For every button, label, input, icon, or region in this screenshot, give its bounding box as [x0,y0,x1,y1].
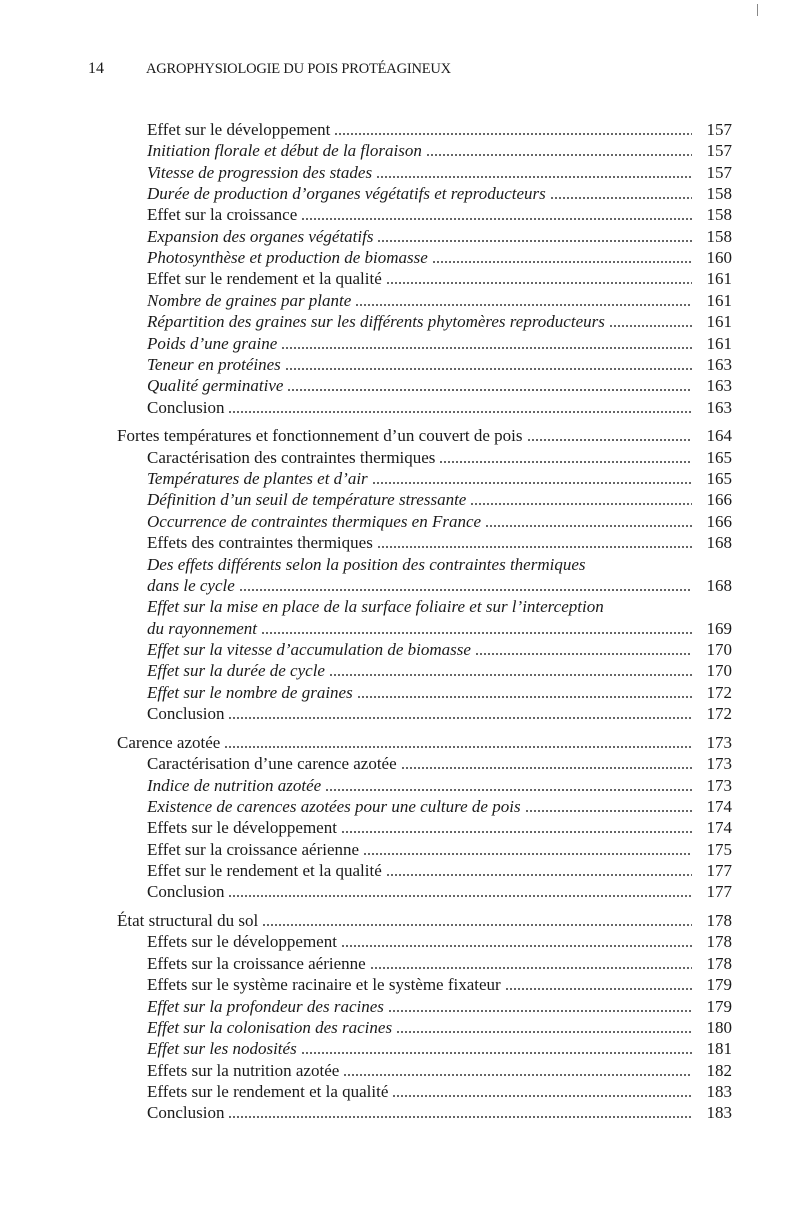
toc-entry-title: Effet sur les nodosités [147,1039,297,1059]
toc-entry[interactable] [147,974,732,995]
toc-entry-title: Occurrence de contraintes thermiques en France [147,511,482,531]
toc-entry-title: État structural du sol [117,911,259,931]
toc-entry[interactable] [147,354,732,375]
toc-entry[interactable] [147,931,732,952]
toc-entry-title: Qualité germinative [147,376,284,396]
toc-entry[interactable] [147,796,732,817]
toc-entry-page: 157 [706,120,732,139]
dot-leader [228,1116,692,1118]
toc-entry-page: 161 [706,312,732,332]
dot-leader [470,503,692,505]
toc-entry[interactable] [147,204,732,225]
toc-entry-page: 163 [706,397,732,417]
toc-entry-page: 158 [706,184,732,204]
toc-entry[interactable] [147,682,732,703]
toc-section-entry[interactable] [117,910,732,931]
toc-entry[interactable] [147,860,732,881]
toc-entry-title: Durée de production d’organes végétatifs et reproducteurs [147,184,546,204]
dot-leader [325,789,692,791]
toc-entry-title: Effet sur la croissance aérienne [147,839,360,859]
dot-leader [386,874,692,876]
dot-leader [485,525,692,527]
dot-leader [401,767,692,769]
toc-entry-page: 163 [706,354,732,374]
toc-entry-page: 158 [706,205,732,225]
toc-entry-title: Conclusion [147,397,225,417]
toc-entry-title: Vitesse de progression des stades [147,162,373,182]
toc-entry-title: Expansion des organes végétatifs [147,226,374,246]
dot-leader [262,924,692,926]
toc-entry-title: Teneur en protéines [147,354,281,374]
toc-entry-title: Effets sur la nutrition azotée [147,1060,340,1080]
dot-leader [527,439,692,441]
toc-entry-page: 183 [706,1103,732,1123]
dot-leader [343,1074,692,1076]
toc-entry-page: 169 [706,618,732,638]
toc-entry-title: Effet sur le nombre de graines [147,682,353,702]
toc-entry-title: Existence de carences azotées pour une culture de pois [147,796,521,816]
toc-entry-page: 160 [706,248,732,268]
toc-entry[interactable] [147,268,732,289]
dot-leader [392,1095,692,1097]
toc-entry-title: dans le cycle [147,575,235,595]
toc-entry-page: 168 [706,575,732,595]
toc-entry-page: 157 [706,162,732,182]
toc-entry-page: 158 [706,226,732,246]
toc-entry[interactable] [147,397,732,418]
toc-entry[interactable] [147,1081,732,1102]
toc-entry-page: 161 [706,290,732,310]
toc-entry-title: Effets sur le développement [147,818,337,838]
dot-leader [228,411,692,413]
toc-entry-page: 166 [706,490,732,510]
dot-leader [370,967,692,969]
toc-entry-page: 174 [706,796,732,816]
toc-entry[interactable] [147,775,732,796]
dot-leader [285,368,692,370]
dot-leader [287,389,692,391]
toc-entry-page: 173 [706,732,732,752]
dot-leader [239,589,692,591]
toc-entry[interactable] [147,468,732,489]
toc-entry[interactable] [147,953,732,974]
toc-entry[interactable] [147,333,732,354]
toc-entry[interactable] [147,532,732,553]
toc-entry-page: 172 [706,703,732,723]
toc-entry-text-line1: Effet sur la mise en place de la surface foliaire et sur l’interception [147,597,604,617]
toc-entry[interactable] [147,511,732,532]
dot-leader [228,717,692,719]
toc-section-entry[interactable] [117,425,732,446]
toc-entry-page: 161 [706,269,732,289]
toc-entry[interactable] [147,839,732,860]
toc-entry-page: 173 [706,754,732,774]
toc-entry-title: Fortes températures et fonctionnement d’un couvert de pois [117,426,523,446]
toc-entry-title: Effet sur le développement [147,120,331,139]
toc-entry-page: 168 [706,533,732,553]
toc-entry-page: 177 [706,882,732,902]
toc-entry-title: Effet sur la croissance [147,205,298,225]
toc-entry-title: du rayonnement [147,618,258,638]
dot-leader [334,133,692,135]
toc-entry-title: Effet sur la profondeur des racines [147,996,384,1016]
toc-entry[interactable] [147,247,732,268]
dot-leader [377,546,692,548]
toc-entry-title: Poids d’une graine [147,333,278,353]
dot-leader [505,988,692,990]
toc-entry-page: 163 [706,376,732,396]
toc-entry-title: Effets des contraintes thermiques [147,533,373,553]
dot-leader [224,746,692,748]
toc-entry[interactable] [147,1038,732,1059]
toc-entry-page: 164 [706,426,732,446]
dot-leader [261,632,692,634]
dot-leader [396,1031,692,1033]
toc-entry[interactable] [147,703,732,724]
dot-leader [426,154,692,156]
toc-entry[interactable] [147,1102,732,1123]
dot-leader [525,810,692,812]
toc-entry-title: Effet sur la vitesse d’accumulation de biomasse [147,639,471,659]
dot-leader [609,325,692,327]
dot-leader [341,831,692,833]
toc-section-entry[interactable] [117,732,732,753]
toc-entry-title: Effet sur le rendement et la qualité [147,860,382,880]
toc-entry[interactable] [147,311,732,332]
toc-entry[interactable] [147,226,732,247]
dot-leader [386,282,692,284]
toc-entry[interactable] [147,119,732,140]
toc-entry-text-line1: Des effets différents selon la position des contraintes thermiques [147,554,586,574]
toc-entry-page: 180 [706,1017,732,1037]
toc-entry-page: 179 [706,996,732,1016]
dot-leader [550,197,692,199]
toc-entry-title: Répartition des graines sur les différents phytomères reproducteurs [147,312,605,332]
toc-entry-title: Conclusion [147,882,225,902]
toc-entry-page: 165 [706,469,732,489]
toc-entry-page: 166 [706,511,732,531]
toc-entry-page: 175 [706,839,732,859]
dot-leader [376,176,692,178]
toc-entry[interactable] [147,639,732,660]
toc-entry[interactable] [147,489,732,510]
dot-leader [372,482,692,484]
dot-leader [363,853,692,855]
toc-entry-title: Températures de plantes et d’air [147,469,368,489]
dot-leader [377,240,692,242]
toc-entry-title: Effets sur le rendement et la qualité [147,1081,389,1101]
dot-leader [281,347,692,349]
toc-entry[interactable] [147,1060,732,1081]
toc-entry-page: 161 [706,333,732,353]
toc-entry-title: Effet sur le rendement et la qualité [147,269,382,289]
toc-entry[interactable] [147,660,732,681]
toc-entry-page: 181 [706,1039,732,1059]
toc-entry-title: Photosynthèse et production de biomasse [147,248,428,268]
toc-entry-title: Effets sur le système racinaire et le système fixateur [147,975,501,995]
page-number: 14 [88,60,104,77]
toc-entry[interactable] [147,290,732,311]
dot-leader [355,304,692,306]
toc-entry-page: 183 [706,1081,732,1101]
toc-entry-title: Conclusion [147,1103,225,1123]
toc-entry[interactable] [147,162,732,183]
toc-entry-title: Effet sur la durée de cycle [147,661,325,681]
toc-entry[interactable] [147,996,732,1017]
dot-leader [329,674,692,676]
toc-entry-page: 177 [706,860,732,880]
toc-entry-page: 173 [706,775,732,795]
toc-entry-title: Effets sur le développement [147,932,337,952]
toc-entry-page: 178 [706,911,732,931]
dot-leader [341,945,692,947]
toc-entry-page: 178 [706,932,732,952]
scan-mark [757,4,758,16]
toc-entry-title: Conclusion [147,703,225,723]
running-header-title: AGROPHYSIOLOGIE DU POIS PROTÉAGINEUX [146,61,451,77]
toc-entry-page: 178 [706,953,732,973]
toc-entry[interactable] [147,1017,732,1038]
toc-entry-title: Caractérisation des contraintes thermiques [147,447,436,467]
toc-entry[interactable] [147,140,732,161]
dot-leader [301,218,692,220]
toc-entry-title: Nombre de graines par plante [147,290,352,310]
toc-entry[interactable] [147,447,732,468]
toc-entry[interactable] [147,618,732,639]
dot-leader [388,1010,692,1012]
toc-entry-page: 157 [706,141,732,161]
toc-entry-page: 172 [706,682,732,702]
toc-entry[interactable] [147,753,732,774]
dot-leader [301,1052,692,1054]
toc-entry-page: 182 [706,1060,732,1080]
toc-entry-page: 165 [706,447,732,467]
toc-entry-title: Effet sur la colonisation des racines [147,1017,393,1037]
toc-entry[interactable] [147,575,732,596]
dot-leader [475,653,692,655]
toc-entry-title: Initiation florale et début de la floraison [147,141,422,161]
dot-leader [228,895,692,897]
toc-entry-title: Définition d’un seuil de température stressante [147,490,467,510]
toc-entry[interactable] [147,183,732,204]
toc-entry-page: 174 [706,818,732,838]
dot-leader [439,461,692,463]
toc-entry[interactable] [147,817,732,838]
toc-entry-title: Effets sur la croissance aérienne [147,953,366,973]
dot-leader [357,696,692,698]
toc-entry-title: Caractérisation d’une carence azotée [147,754,397,774]
toc-entry-page: 170 [706,639,732,659]
toc-entry-page: 179 [706,975,732,995]
dot-leader [432,261,692,263]
toc-entry[interactable] [147,375,732,396]
toc-entry-page: 170 [706,661,732,681]
toc-entry-title: Carence azotée [117,732,221,752]
toc-entry-title: Indice de nutrition azotée [147,775,322,795]
toc-entry[interactable] [147,881,732,902]
